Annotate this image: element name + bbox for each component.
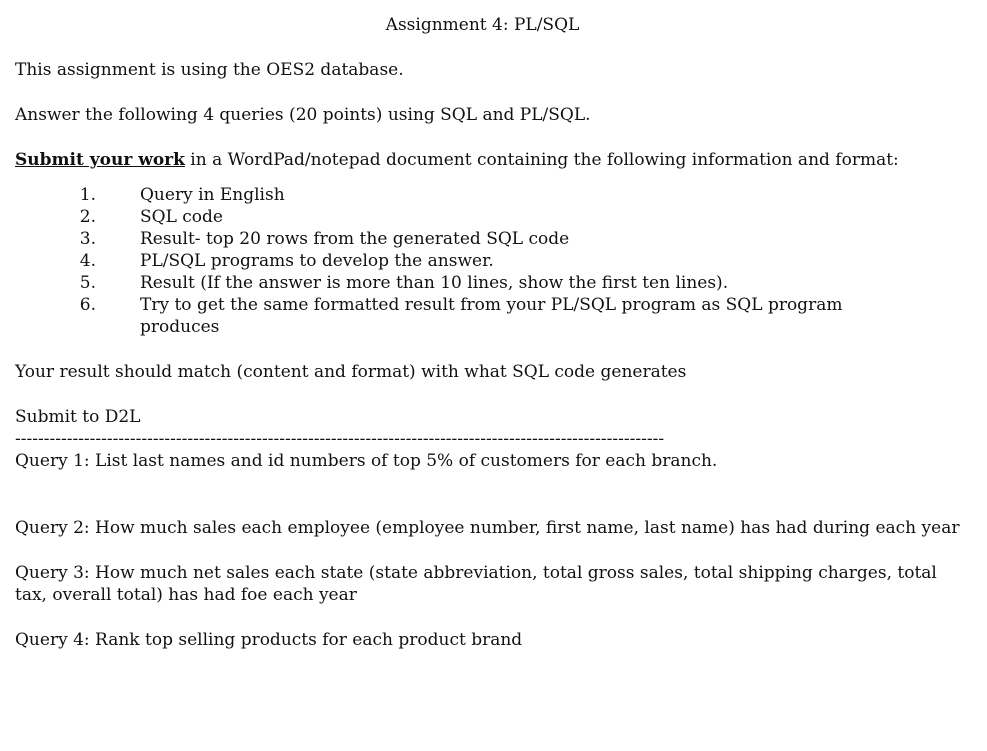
- list-item: [15, 206, 965, 228]
- requirements-list: [15, 184, 965, 338]
- assignment-title: Assignment 4: PL/SQL: [385, 15, 580, 35]
- list-item: [15, 272, 965, 294]
- document-page: [15, 14, 965, 651]
- list-item-number: 5.: [79, 273, 96, 293]
- query-4: Query 4: Rank top selling products for each product brand: [15, 630, 523, 650]
- list-item-number: 2.: [79, 207, 96, 227]
- list-item-number: 6.: [79, 295, 96, 315]
- list-item: [15, 294, 965, 338]
- list-item: [15, 228, 965, 250]
- submit-to-text: Submit to D2L: [15, 407, 141, 427]
- instructions-text: Answer the following 4 queries (20 points) using SQL and PL/SQL.: [15, 105, 591, 125]
- divider-line: -----------------------------------------------------------------------------------------------------------------: [15, 429, 665, 449]
- list-item-number: 1.: [79, 185, 96, 205]
- list-item-text: Query in English: [140, 185, 285, 205]
- query-1: Query 1: List last names and id numbers of top 5% of customers for each branch.: [15, 451, 718, 471]
- list-item-number: 4.: [79, 251, 96, 271]
- submit-instructions-rest: in a WordPad/notepad document containing the following information and format:: [184, 150, 899, 170]
- list-item-text: PL/SQL programs to develop the answer.: [140, 251, 494, 271]
- list-item-text: Result- top 20 rows from the generated SQL code: [140, 229, 570, 249]
- query-2: Query 2: How much sales each employee (employee number, first name, last name) has had during each year: [15, 518, 960, 538]
- match-note: Your result should match (content and format) with what SQL code generates: [15, 362, 687, 382]
- list-item: [15, 250, 965, 272]
- query-3: Query 3: How much net sales each state (state abbreviation, total gross sales, total shipping charges, total tax, overall total) has had foe each year: [15, 563, 937, 605]
- list-item-text: Result (If the answer is more than 10 lines, show the first ten lines).: [140, 273, 729, 293]
- list-item-text: SQL code: [140, 207, 223, 227]
- submit-your-work-emphasis: Submit your work: [15, 150, 185, 170]
- submit-instructions: [15, 149, 965, 171]
- list-item-number: 3.: [79, 229, 96, 249]
- list-item: [15, 184, 965, 206]
- list-item-text: Try to get the same formatted result from your PL/SQL program as SQL program produces: [140, 295, 843, 337]
- intro-text: This assignment is using the OES2 database.: [15, 60, 404, 80]
